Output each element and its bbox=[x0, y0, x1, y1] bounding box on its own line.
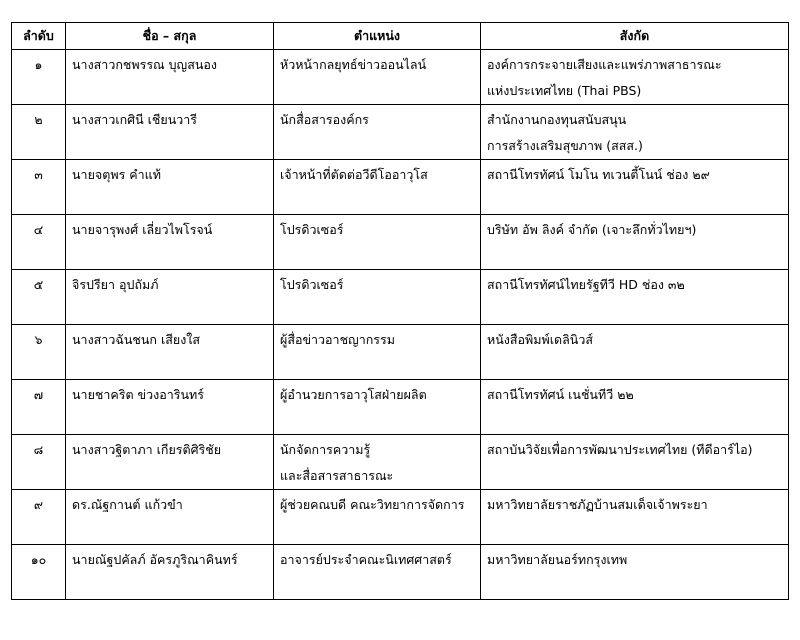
row-affiliation: สถานีโทรทัศน์ไทยรัฐทีวี HD ช่อง ๓๒ bbox=[481, 270, 789, 325]
row-number: ๒ bbox=[12, 105, 66, 160]
row-position: เจ้าหน้าที่ตัดต่อวีดีโออาวุโส bbox=[274, 160, 481, 215]
row-affiliation: สถานีโทรทัศน์ เนชั่นทีวี ๒๒ bbox=[481, 380, 789, 435]
row-number: ๕ bbox=[12, 270, 66, 325]
row-position: ผู้สื่อข่าวอาชญากรรม bbox=[274, 325, 481, 380]
row-name: นางสาวฉันชนก เสียงใส bbox=[66, 325, 274, 380]
row-position: นักจัดการความรู้ และสื่อสารสาธารณะ bbox=[274, 435, 481, 490]
row-position: ผู้ช่วยคณบดี คณะวิทยาการจัดการ bbox=[274, 490, 481, 545]
row-number: ๔ bbox=[12, 215, 66, 270]
row-name: ดร.ณัฐกานต์ แก้วขำ bbox=[66, 490, 274, 545]
row-name: นายจารุพงศ์ เลี่ยวไพโรจน์ bbox=[66, 215, 274, 270]
row-affiliation: หนังสือพิมพ์เดลินิวส์ bbox=[481, 325, 789, 380]
row-affiliation: องค์การกระจายเสียงและแพร่ภาพสาธารณะ แห่งประเทศไทย (Thai PBS) bbox=[481, 50, 789, 105]
row-name: นายชาคริต ข่วงอารินทร์ bbox=[66, 380, 274, 435]
header-name: ชื่อ – สกุล bbox=[66, 23, 274, 50]
row-affiliation: มหาวิทยาลัยราชภัฏบ้านสมเด็จเจ้าพระยา bbox=[481, 490, 789, 545]
table-row bbox=[12, 380, 789, 435]
row-affiliation: มหาวิทยาลัยนอร์ทกรุงเทพ bbox=[481, 545, 789, 600]
row-name: นายจตุพร คำแท้ bbox=[66, 160, 274, 215]
row-position: นักสื่อสารองค์กร bbox=[274, 105, 481, 160]
table-row bbox=[12, 270, 789, 325]
table-row bbox=[12, 160, 789, 215]
row-name: นางสาวกชพรรณ บุญสนอง bbox=[66, 50, 274, 105]
row-affiliation: สถานีโทรทัศน์ โมโน ทเวนตี้โนน์ ช่อง ๒๙ bbox=[481, 160, 789, 215]
row-position: หัวหน้ากลยุทธ์ข่าวออนไลน์ bbox=[274, 50, 481, 105]
table-row bbox=[12, 215, 789, 270]
row-number: ๖ bbox=[12, 325, 66, 380]
row-affiliation: สถาบันวิจัยเพื่อการพัฒนาประเทศไทย (ทีดีอาร์ไอ) bbox=[481, 435, 789, 490]
table-row bbox=[12, 435, 789, 490]
header-position: ตำแหน่ง bbox=[274, 23, 481, 50]
row-name: นางสาวเกศินี เชียนวารี bbox=[66, 105, 274, 160]
table-row bbox=[12, 325, 789, 380]
row-name: นายณัฐปคัลภ์ อัครภูริณาคินทร์ bbox=[66, 545, 274, 600]
row-affiliation: บริษัท อัพ ลิงค์ จำกัด (เจาะลึกทั่วไทยฯ) bbox=[481, 215, 789, 270]
header-affiliation: สังกัด bbox=[481, 23, 789, 50]
table-row bbox=[12, 545, 789, 600]
table-row bbox=[12, 490, 789, 545]
row-position: ผู้อำนวยการอาวุโสฝ่ายผลิต bbox=[274, 380, 481, 435]
table-row bbox=[12, 50, 789, 105]
row-number: ๑ bbox=[12, 50, 66, 105]
row-affiliation: สำนักงานกองทุนสนับสนุน การสร้างเสริมสุขภาพ (สสส.) bbox=[481, 105, 789, 160]
row-position: โปรดิวเซอร์ bbox=[274, 215, 481, 270]
row-name: จิรปรียา อุปถัมภ์ bbox=[66, 270, 274, 325]
row-name: นางสาวฐิตาภา เกียรติศิริชัย bbox=[66, 435, 274, 490]
row-position: โปรดิวเซอร์ bbox=[274, 270, 481, 325]
row-number: ๙ bbox=[12, 490, 66, 545]
participants-table bbox=[11, 22, 789, 600]
table-row bbox=[12, 105, 789, 160]
table-header-row bbox=[12, 23, 789, 50]
row-number: ๑๐ bbox=[12, 545, 66, 600]
row-number: ๘ bbox=[12, 435, 66, 490]
row-number: ๓ bbox=[12, 160, 66, 215]
header-no: ลำดับ bbox=[12, 23, 66, 50]
row-number: ๗ bbox=[12, 380, 66, 435]
row-position: อาจารย์ประจำคณะนิเทศศาสตร์ bbox=[274, 545, 481, 600]
